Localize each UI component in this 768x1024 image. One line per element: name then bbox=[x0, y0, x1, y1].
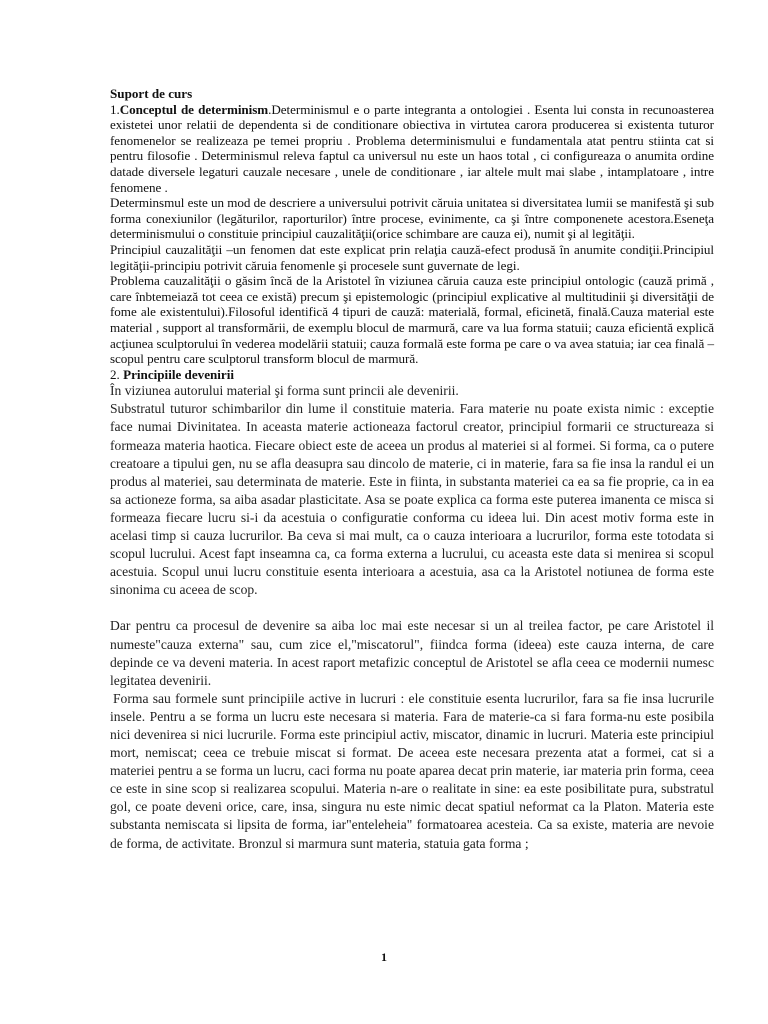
paragraph: Dar pentru ca procesul de devenire sa aiba loc mai este necesar si un al treilea factor, pe care Aristotel il numeste"cauza externa" sau, cum zice el,"miscatorul", fiindca forma (ideea) este cauza interna, de care depinde ce va deveni materia. In acest raport metafizic conceptul de Aristotel se afla ceea ce modernii numesc legitatea devenirii. bbox=[110, 618, 714, 688]
section-determinism bbox=[110, 102, 714, 367]
section1-heading: Conceptul de determinism bbox=[119, 101, 269, 117]
section2-heading-line bbox=[110, 367, 714, 383]
paragraph-spacer bbox=[110, 599, 714, 617]
paragraph: Substratul tuturor schimbarilor din lume il constituie materia. Fara materie nu poate exista nimic : exceptie face numai Divinitatea. In aceasta materie actioneaza factorul creator, principiul formarii ce structureaza si formeaza materia haotica. Fiecare obiect este de aceea un produs al materiei si al formei. Si forma, ca o putere creatoare a tipului gen, nu se afla deasupra sau dincolo de materie, ci in materie, fara sa fie insa la randul ei un produs al materiei, sau determinata de materie. Este in fiinta, in substanta materiei ca ea sa fie proprie, ca in ea sa actioneze forma, sa aiba asadar plasticitate. Asa se poate explica ca forma este puterea imanenta ce misca si formeaza fiecare lucru si-i da acestuia o configuratie conforma cu ideea lui. Din acest motiv forma este in acelasi timp si cauza lucrurilor. Ba ceva si mai mult, ca o cauza interioara a lucrurilor, forma este totodata si scopul lucrului. Acest fapt inseamna ca, ca forma externa a lucrului, cu aceasta este data si menirea si scopul acestuia. Scopul unui lucru constituie esenta interioara a acestuia, asa ca la Aristotel notiunea de forma este sinonima cu aceea de scop. bbox=[110, 401, 714, 598]
section2-intro: În viziunea autorului material şi forma sunt princii ale devenirii. bbox=[110, 383, 459, 399]
paragraph: Forma sau formele sunt principiile active in lucruri : ele constituie esenta lucrurilor, fara sa fie insa lucrurile insele. Pentru a se forma un lucru este necesara si materia. Fara de materie-ca si fara forma-nu este posibila nici devenirea si nici lucrurile. Forma este principiul activ, miscator, dinamic in lucruri. Materia este principiul mort, nemiscat; ceea ce trebuie miscat si format. De aceea este necesara prezenta atat a formei, cat si a materiei pentru a se forma un lucru, caci forma nu poate aparea decat prin materie, iar materia prin forma, ceea ce este in sine scop si realizarea scopului. Materia n-are o realitate in sine: ea este posibilitate pura, substratul gol, ce poate deveni orice, care, insa, singura nu este nimic decat spatiul neformat ca la Platon. Materia este substanta nemiscata si lipsita de forma, iar"enteleheia" formatoarea acesteia. Ca sa existe, materia are nevoie de forma, de activitate. Bronzul si marmura sunt materia, statuia gata forma ; bbox=[110, 690, 714, 851]
section2-number: 2. bbox=[110, 366, 124, 382]
paragraph: Principiul cauzalităţii –un fenomen dat este explicat prin relaţia cauză-efect produsă în anumite condiţii.Principiul legităţii-principiu potrivit căruia fenomenle şi procesele sunt guvernate de legi. bbox=[110, 241, 714, 273]
section1-number: 1. bbox=[110, 101, 120, 117]
section2-heading: Principiile devenirii bbox=[123, 366, 235, 382]
paragraph: Determinsmul este un mod de descriere a universului potrivit căruia unitatea si diversitatea lumii se manifestă şi sub forma conexiunilor (legăturilor, raporturilor) între procese, evinimente, ca şi între componenete acestora.Eseneţa determinismului o constituie principiul cauzalităţii(orice schimbare are cauza ei), numit şi al legităţii. bbox=[110, 195, 714, 242]
section-becoming bbox=[110, 382, 714, 852]
document-body bbox=[110, 86, 714, 853]
section1-intro-text: .Determinismul e o parte integranta a ontologiei . Esenta lui consta in recunoasterea existetei unor relatii de dependenta si de conditionare obiectiva in virtutea carora producerea si existenta tuturor fenomenelor se realizeaza pe temei propriu . Problema determinismului e fundamentala atat pentru stiinta cat si pentru filosofie . Determinismul releva faptul ca universul nu este un haos total , ci configureaza o anumita ordine datade diversele legaturi cauzale necesare , unele de conditionare , iar altele mult mai slabe , intamplatoare , intre fenomene . bbox=[110, 101, 714, 195]
paragraph: Problema cauzalităţii o găsim încă de la Aristotel în viziunea căruia cauza este principiul ontologic (cauză primă , care înbtemeiază tot ceea ce există) precum şi epistemologic (principiul explicative al multitudinii şi diversităţii de fome ale existentului).Filosoful identifică 4 tipuri de cauză: materială, formal, eficinetă, finală.Cauza material este material , support al transformării, de exemplu blocul de marmură, care va lua forma statuii; cauza eficientă explică acţiunea sculptorului în vederea modelării statuii; cauza formală este forma pe care o va avea statuia; iar cea finală –scopul pentru care sculptorul transform blocul de marmură. bbox=[110, 273, 714, 367]
section1-intro-paragraph bbox=[110, 102, 714, 196]
page-number: 1 bbox=[381, 950, 387, 964]
document-title: Suport de curs bbox=[110, 86, 193, 101]
